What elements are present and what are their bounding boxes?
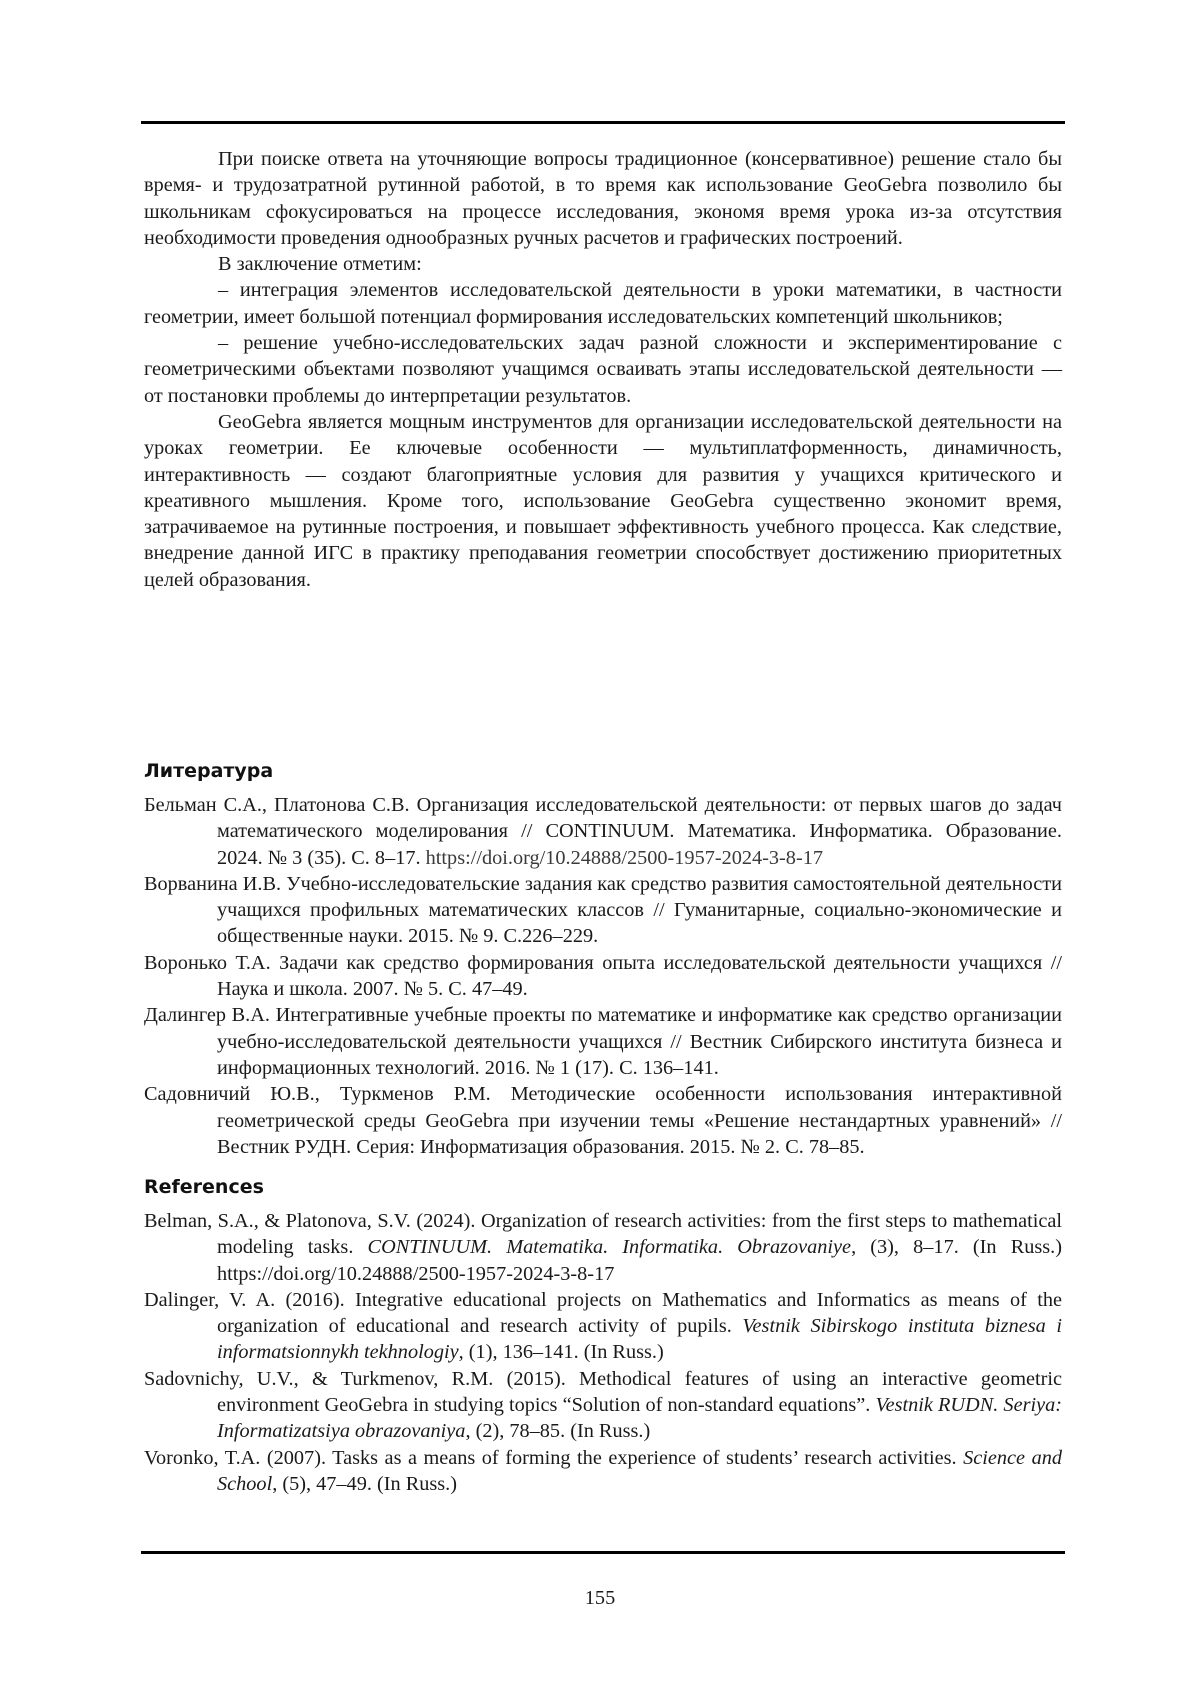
reference-source: Vestnik Sibirskogo instituta biznesa i informatsionnykh tekhnologiy	[217, 1315, 1062, 1364]
reference-item	[144, 1445, 1062, 1498]
bottom-rule	[141, 1551, 1065, 1554]
top-rule	[141, 121, 1065, 124]
list-item: – решение учебно-исследовательских задач разной сложности и экспериментирование с геометрическими объектами позволяют учащимся осваивать этапы исследовательской деятельности — от постановки проблемы до интерпретации результатов.	[144, 332, 1062, 407]
literature-item	[144, 1002, 1062, 1081]
reference-source: Vestnik RUDN. Seriya: Informatizatsiya obrazovaniya	[217, 1394, 1062, 1443]
references-heading: References	[144, 1176, 264, 1198]
literature-item-text: Садовничий Ю.В., Туркменов Р.М. Методические особенности использования интерактивной геометрической среды GeoGebra при изучении темы «Решение нестандартных уравнений» // Вестник РУДН. Серия: Информатизация образования. 2015. № 2. С. 78–85.	[144, 1083, 1062, 1158]
page-number: 155	[584, 1587, 616, 1609]
literature-item	[144, 950, 1062, 1003]
literature-item	[144, 1081, 1062, 1160]
literature-list	[144, 792, 1062, 1160]
reference-item	[144, 1208, 1062, 1287]
literature-item-text: Бельман С.А., Платонова С.В. Организация исследовательской деятельности: от первых шагов до задач математического моделирования // CONTINUUM. Математика. Информатика. Образование. 2024. № 3 (35). С. 8–17.	[144, 794, 1062, 869]
reference-item	[144, 1287, 1062, 1366]
body-paragraph: При поиске ответа на уточняющие вопросы традиционное (консервативное) решение стало бы время- и трудозатратной рутинной работой, в то время как использование GeoGebra позволило бы школьникам сфокусироваться на процессе исследования, экономя время урока из-за отсутствия необходимости проведения однообразных ручных расчетов и графических построений.	[144, 148, 1062, 249]
reference-source: CONTINUUM. Matematika. Informatika. Obrazovaniye	[367, 1236, 852, 1259]
literature-item-text: Далингер В.А. Интегративные учебные проекты по математике и информатике как средство организации учебно-исследовательской деятельности учащихся // Вестник Сибирского института бизнеса и информационных технологий. 2016. № 1 (17). С. 136–141.	[144, 1004, 1062, 1079]
references-list	[144, 1208, 1062, 1497]
literature-item	[144, 792, 1062, 871]
reference-text: Voronko, T.A. (2007). Tasks as a means of forming the experience of students’ research activities.	[144, 1446, 964, 1469]
literature-item-text: Воронько Т.А. Задачи как средство формирования опыта исследовательской деятельности учащихся // Наука и школа. 2007. № 5. С. 47–49.	[144, 951, 1062, 1001]
reference-text: , (3), 8–17. (In Russ.) https://doi.org/10.24888/2500-1957-2024-3-8-17	[217, 1236, 1062, 1285]
reference-text: , (2), 78–85. (In Russ.)	[465, 1420, 651, 1443]
body-text	[144, 146, 1062, 593]
reference-text: Belman, S.A., & Platonova, S.V. (2024). Organization of research activities: from the first steps to mathematical modeling tasks.	[144, 1210, 1062, 1259]
reference-text: , (1), 136–141. (In Russ.)	[458, 1341, 664, 1364]
body-paragraph: GeoGebra является мощным инструментов для организации исследовательской деятельности на уроках геометрии. Ее ключевые особенности — мультиплатформенность, динамичность, интерактивность — создают благоприятные условия для развития у учащихся критического и креативного мышления. Кроме того, использование GeoGebra существенно экономит время, затрачиваемое на рутинные построения, и повышает эффективность учебного процесса. Как следствие, внедрение данной ИГС в практику преподавания геометрии способствует достижению приоритетных целей образования.	[144, 410, 1062, 591]
reference-text: , (5), 47–49. (In Russ.)	[272, 1472, 457, 1495]
reference-text: Sadovnichy, U.V., & Turkmenov, R.M. (2015). Methodical features of using an interactive geometric environment GeoGebra in studying topics “Solution of non-standard equations”.	[144, 1367, 1062, 1417]
literature-item	[144, 871, 1062, 950]
reference-text: Dalinger, V. A. (2016). Integrative educational projects on Mathematics and Informatics as means of the organization of educational and research activity of pupils.	[144, 1288, 1062, 1338]
reference-item	[144, 1366, 1062, 1445]
reference-source: Science and School	[217, 1446, 1062, 1495]
literature-item-text: Ворванина И.В. Учебно-исследовательские задания как средство развития самостоятельной деятельности учащихся профильных математических классов // Гуманитарные, социально-экономические и общественные науки. 2015. № 9. С.226–229.	[144, 872, 1062, 948]
doi-link[interactable]: https://doi.org/10.24888/2500-1957-2024-3-8-17	[425, 846, 823, 869]
list-item: – интеграция элементов исследовательской деятельности в уроки математики, в частности геометрии, имеет большой потенциал формирования исследовательских компетенций школьников;	[144, 279, 1062, 328]
body-paragraph: В заключение отметим:	[218, 253, 422, 276]
literature-heading: Литература	[144, 760, 274, 782]
